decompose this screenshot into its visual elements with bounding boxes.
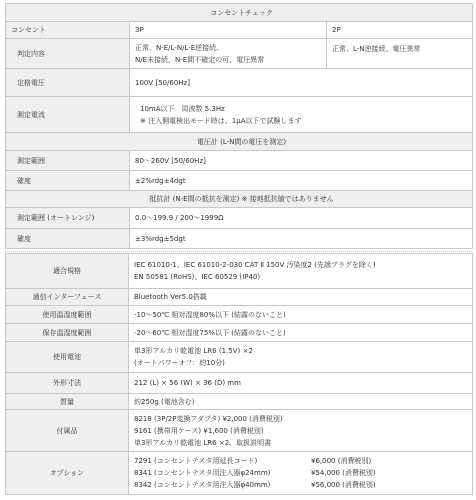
test-current-line1: 10mA以下 周波数 5.3Hz (140, 104, 225, 113)
option-price: ¥54,000 (消費税別) (311, 469, 376, 477)
option-item (134, 479, 472, 491)
option-name: 8341 (コンセントテスタ用注入器φ24mm) (134, 469, 271, 477)
options-value (129, 452, 473, 495)
option-item (134, 467, 472, 479)
resistance-range-label: 測定範囲 (オートレンジ) (6, 208, 130, 229)
storage-env-label: 保存温湿度範囲 (6, 324, 129, 342)
option-price: ¥6,000 (消費税別) (311, 457, 372, 465)
resistance-accuracy-label: 確度 (6, 229, 130, 249)
header-label-outlet: コンセント (6, 22, 130, 39)
judge-2p: 正常、L-N逆接続、電圧異常 (327, 39, 473, 69)
standards-label: 適合規格 (6, 254, 129, 289)
section-divider (5, 243, 472, 252)
operating-env-value: -10～50℃ 相対湿度80%以下 (結露のないこと) (129, 306, 473, 324)
test-current-value (130, 97, 473, 133)
option-item (134, 455, 472, 467)
section-title-ohmmeter: 抵抗計 (N-E間の抵抗を測定) ※ 接地抵抗値ではありません (6, 191, 473, 208)
section-title-voltmeter: 電圧計 (L-N間の電圧を測定) (6, 133, 473, 151)
section-title-outlet-check: コンセントチェック (6, 4, 473, 22)
measurement-spec-table (5, 3, 473, 249)
resistance-accuracy-value: ±3%rdg±5dgt (130, 229, 473, 249)
interface-label: 通信インターフェース (6, 289, 129, 306)
voltage-range-label: 測定範囲 (6, 151, 130, 171)
accessories-label: 付属品 (6, 410, 129, 452)
dimensions-label: 外形寸法 (6, 373, 129, 394)
resistance-range-value: 0.0～199.9 / 200～1999Ω (130, 208, 473, 229)
header-3p: 3P (130, 22, 327, 39)
accessories-line2: 9161 (携帯用ケース) ¥1,600 (消費税別) (134, 426, 264, 435)
judge-label: 判定内容 (6, 39, 130, 69)
voltage-accuracy-label: 確度 (6, 171, 130, 191)
option-name: 7291 (コンセントテスタ用延長コード) (134, 457, 258, 465)
standards-value (129, 254, 473, 289)
general-spec-table (5, 253, 473, 495)
test-current-label: 測定電流 (6, 97, 130, 133)
test-current-line2: ※ 注入側電検出モード時は、1μA以下で試験します (140, 116, 302, 125)
voltage-range-value: 80～260V [50/60Hz] (130, 151, 473, 171)
accessories-line1: 8218 (3P/2P変換アダプタ) ¥2,000 (消費税別) (134, 414, 283, 423)
rated-voltage-value: 100V [50/60Hz] (130, 69, 473, 97)
accessories-line3: 単3形アルカリ乾電池 LR6 ×2、取扱説明書 (134, 438, 272, 447)
dimensions-value: 212 (L) × 56 (W) × 36 (D) mm (129, 373, 473, 394)
standards-line2: EN 50581 (RoHS)、IEC 60529 (IP40) (134, 273, 261, 281)
option-price: ¥56,000 (消費税別) (311, 481, 376, 489)
mass-label: 質量 (6, 394, 129, 410)
battery-line2: (オートパワーオフ：約10分) (134, 359, 225, 367)
standards-line1: IEC 61010-1、IEC 61010-2-030 CAT Ⅱ 150V 汚染度2 (先端プラグを除く) (134, 261, 376, 269)
battery-label: 使用電池 (6, 342, 129, 373)
rated-voltage-label: 定格電圧 (6, 69, 130, 97)
battery-value (129, 342, 473, 373)
option-name: 8342 (コンセントテスタ用注入器φ40mm) (134, 481, 271, 489)
interface-value: Bluetooth Ver5.0搭載 (129, 289, 473, 306)
judge-3p (130, 39, 327, 69)
operating-env-label: 使用温湿度範囲 (6, 306, 129, 324)
mass-value: 約250g (電池含む) (129, 394, 473, 410)
judge-3p-line1: 正常、N-E/L-N/L-E逆接続、 (135, 43, 224, 52)
header-2p: 2P (327, 22, 473, 39)
judge-3p-line2: N/E未接続、N-E間不確定の可、電圧異常 (135, 55, 265, 64)
storage-env-value: -20～60℃ 相対湿度75%以下 (結露のないこと) (129, 324, 473, 342)
options-label: オプション (6, 452, 129, 495)
accessories-value (129, 410, 473, 452)
battery-line1: 単3形アルカリ乾電池 LR6 (1.5V) ×2 (134, 347, 253, 355)
voltage-accuracy-value: ±2%rdg±4dgt (130, 171, 473, 191)
